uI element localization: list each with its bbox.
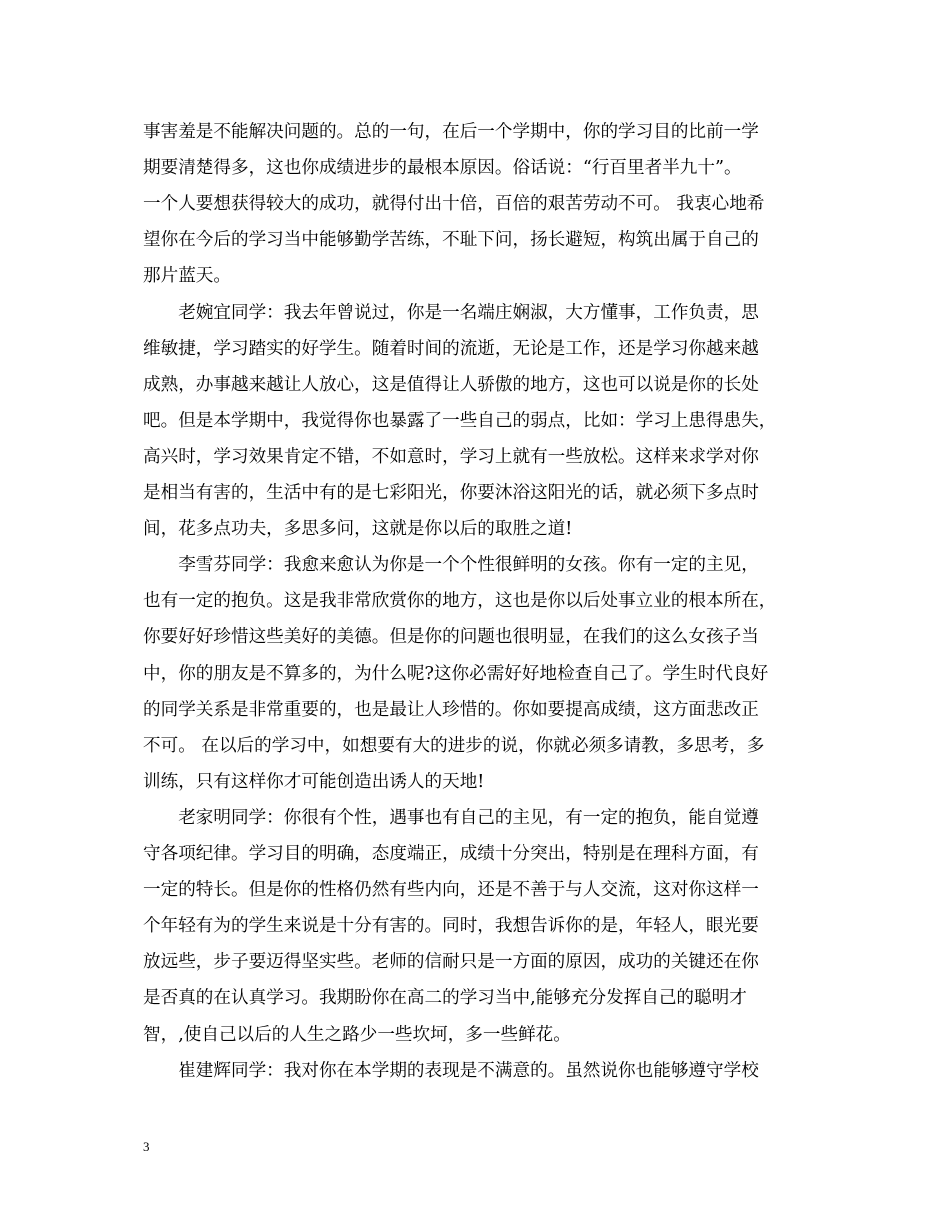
text-line: 崔建辉同学：我对你在本学期的表现是不满意的。虽然说你也能够遵守学校 xyxy=(143,1060,759,1081)
text-line: 守各项纪律。学习目的明确，态度端正，成绩十分突出，特别是在理科方面，有 xyxy=(143,844,759,864)
text-line: 李雪芬同学：我愈来愈认为你是一个个性很鲜明的女孩。你有一定的主见， xyxy=(143,555,759,576)
text-line: 一定的特长。但是你的性格仍然有些内向，还是不善于与人交流，这对你这样一 xyxy=(143,880,759,901)
text-line: 老婉宜同学：我去年曾说过，你是一名端庄娴淑，大方懂事，工作负责，思 xyxy=(143,302,759,323)
text-line: 你要好好珍惜这些美好的美德。但是你的问题也很明显，在我们的这么女孩子当 xyxy=(143,627,759,648)
page-number: 3 xyxy=(143,1139,150,1154)
text-line: 放远些，步子要迈得坚实些。老师的信耐只是一方面的原因，成功的关键还在你 xyxy=(143,952,759,973)
text-line: 维敏捷，学习踏实的好学生。随着时间的流逝，无论是工作，还是学习你越来越 xyxy=(143,338,759,359)
text-line: 智，,使自己以后的人生之路少一些坎坷，多一些鲜花。 xyxy=(143,1024,571,1045)
text-line: 那片蓝天。 xyxy=(143,266,231,287)
text-line: 成熟，办事越来越让人放心，这是值得让人骄傲的地方，这也可以说是你的长处 xyxy=(143,374,759,395)
text-line: 高兴时，学习效果肯定不错，不如意时，学习上就有一些放松。这样来求学对你 xyxy=(143,446,759,467)
text-line: 望你在今后的学习当中能够勤学苦练，不耻下问，扬长避短，构筑出属于自己的 xyxy=(143,230,759,251)
text-line: 期要清楚得多，这也你成绩进步的最根本原因。俗话说：“行百里者半九十”。 xyxy=(143,158,742,179)
text-line: 事害羞是不能解决问题的。总的一句，在后一个学期中，你的学习目的比前一学 xyxy=(143,122,759,142)
text-line: 训练，只有这样你才可能创造出诱人的天地! xyxy=(143,771,485,792)
text-line: 吧。但是本学期中，我觉得你也暴露了一些自己的弱点，比如：学习上患得患失， xyxy=(143,410,777,431)
text-line: 老家明同学：你很有个性，遇事也有自己的主见，有一定的抱负，能自觉遵 xyxy=(143,807,759,828)
text-line: 是相当有害的，生活中有的是七彩阳光，你要沐浴这阳光的话，就必须下多点时 xyxy=(143,483,759,503)
text-line: 是否真的在认真学习。我期盼你在高二的学习当中,能够充分发挥自己的聪明才 xyxy=(143,988,747,1009)
text-line: 也有一定的抱负。这是我非常欣赏你的地方，这也是你以后处事立业的根本所在， xyxy=(143,591,777,612)
text-line: 一个人要想获得较大的成功，就得付出十倍，百倍的艰苦劳动不可。 我衷心地希 xyxy=(143,194,765,215)
text-line: 的同学关系是非常重要的，也是最让人珍惜的。你如要提高成绩，这方面悲改正 xyxy=(143,699,759,720)
text-line: 个年轻有为的学生来说是十分有害的。同时，我想告诉你的是，年轻人，眼光要 xyxy=(143,916,759,937)
text-line: 间，花多点功夫，多思多问，这就是你以后的取胜之道! xyxy=(143,519,573,540)
text-line: 不可。 在以后的学习中，如想要有大的进步的说，你就必须多请教，多思考，多 xyxy=(143,735,765,756)
text-line: 中，你的朋友是不算多的，为什么呢?这你必需好好地检查自己了。学生时代良好 xyxy=(143,663,769,684)
